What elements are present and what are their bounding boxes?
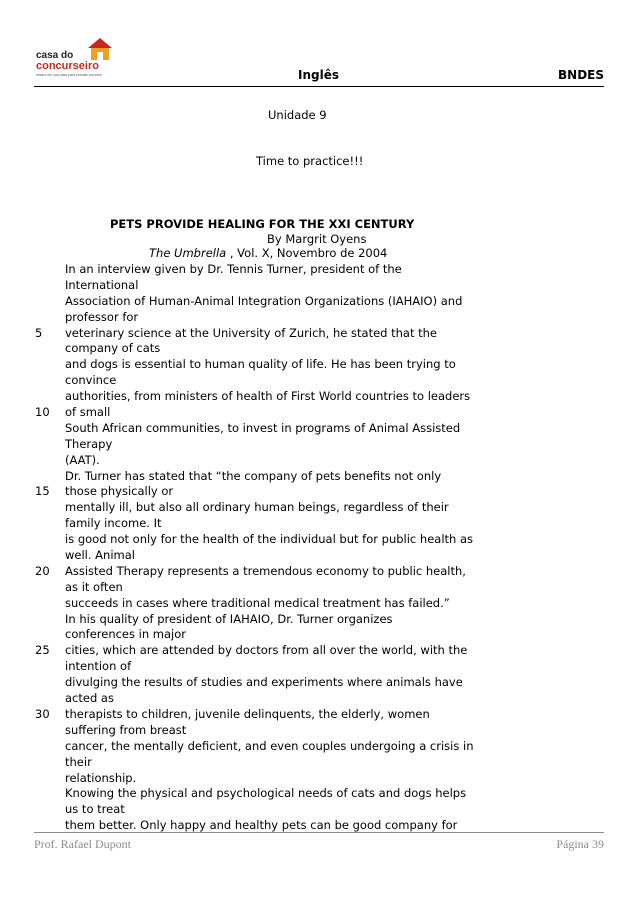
article-line-text: Knowing the physical and psychological needs of cats and dogs helps [65, 786, 467, 801]
article-line [65, 469, 475, 485]
article-line-text: acted as [65, 691, 114, 706]
casa-do-concurseiro-logo [34, 36, 124, 80]
article-title: PETS PROVIDE HEALING FOR THE XXI CENTURY [110, 217, 415, 231]
article-line-text: is good not only for the health of the individual but for public health as [65, 532, 474, 547]
unit-title: Unidade 9 [268, 108, 327, 122]
line-number: 20 [35, 563, 50, 578]
logo-door-icon [97, 52, 103, 60]
article-line-text: their [65, 754, 92, 769]
article-line [65, 294, 475, 310]
article-line-text: intention of [65, 659, 132, 674]
line-number: 25 [35, 643, 50, 658]
article-line-text: Assisted Therapy represents a tremendous economy to public health, [65, 563, 466, 578]
article-line [65, 389, 475, 405]
article-line-text: suffering from breast [65, 722, 187, 737]
article-line [65, 532, 475, 548]
article-line [65, 627, 475, 643]
article-line [35, 706, 475, 723]
article-line [65, 802, 475, 818]
article-line [65, 310, 475, 326]
footer-author: Prof. Rafael Dupont [34, 837, 131, 851]
article-line-text: as it often [65, 579, 123, 594]
article-author: By Margrit Oyens [267, 232, 367, 246]
article-line-text: relationship. [65, 770, 137, 785]
article-line [35, 325, 475, 342]
footer-divider [34, 832, 604, 833]
article-line [65, 755, 475, 771]
article-line-text: cancer, the mentally deficient, and even couples undergoing a crisis in [65, 738, 474, 753]
article-line-text: Therapy [65, 436, 113, 451]
article-line-text: succeeds in cases where traditional medical treatment has failed.” [65, 595, 450, 610]
article-line-text: company of cats [65, 341, 161, 356]
footer-page-number: Página 39 [556, 837, 604, 851]
logo-line2: concurseiro [36, 60, 99, 72]
article-body [35, 262, 475, 834]
article-line-text: divulging the results of studies and experiments where animals have [65, 675, 463, 690]
article-line [65, 548, 475, 564]
article-line [65, 341, 475, 357]
article-line-text: In an interview given by Dr. Tennis Turner, president of the [65, 262, 402, 276]
article-line [35, 405, 475, 421]
article-source-publication: The Umbrella [149, 246, 227, 260]
article-line [65, 739, 475, 755]
line-number: 10 [35, 405, 50, 420]
article-line [65, 786, 475, 802]
logo-tagline: ensino em sua casa para estudar conosco [36, 73, 102, 77]
article-line [65, 596, 475, 612]
practice-heading: Time to practice!!! [256, 154, 364, 168]
article-line [65, 453, 475, 469]
article-line-text: veterinary science at the University of Zurich, he stated that the [65, 325, 437, 340]
article-line [35, 643, 475, 659]
article-line-text: of small [65, 405, 111, 420]
article-line-text: authorities, from ministers of health of First World countries to leaders [65, 389, 471, 404]
article-line-text: mentally ill, but also all ordinary human beings, regardless of their [65, 500, 449, 515]
logo-roof-icon [88, 38, 112, 48]
header-subject: Inglês [298, 68, 339, 82]
article-line [65, 516, 475, 532]
article-line [35, 563, 475, 580]
article-line [65, 278, 475, 294]
article-line [65, 691, 475, 707]
article-line [65, 262, 475, 278]
line-number: 30 [35, 706, 50, 721]
article-line [65, 723, 475, 739]
article-line-text: professor for [65, 309, 139, 324]
article-line-text: therapists to children, juvenile delinquents, the elderly, women [65, 706, 430, 721]
article-line-text: well. Animal [65, 548, 135, 563]
article-line-text: convince [65, 373, 117, 388]
article-line-text: them better. Only happy and healthy pets can be good company for [65, 818, 458, 833]
line-number: 5 [35, 325, 43, 340]
article-source-details: , Vol. X, Novembro de 2004 [226, 246, 388, 260]
article-line [65, 771, 475, 787]
article-line-text: In his quality of president of IAHAIO, Dr. Turner organizes [65, 611, 393, 626]
article-line-text: those physically or [65, 484, 174, 499]
article-line-text: family income. It [65, 516, 162, 531]
article-line-text: and dogs is essential to human quality of life. He has been trying to [65, 357, 456, 372]
article-line-text: Dr. Turner has stated that “the company of pets benefits not only [65, 468, 442, 483]
article-line-text: us to treat [65, 802, 125, 817]
article-line [65, 500, 475, 516]
article-line [65, 437, 475, 453]
article-line [65, 580, 475, 596]
line-number: 15 [35, 484, 50, 499]
article-line-text: conferences in major [65, 627, 187, 642]
article-source [149, 246, 387, 260]
article-line [65, 612, 475, 628]
article-line [65, 373, 475, 389]
article-line [35, 484, 475, 500]
article-line-text: (AAT). [65, 452, 100, 467]
logo-line1: casa do [36, 50, 74, 61]
article-line-text: International [65, 277, 139, 292]
header-course: BNDES [558, 68, 604, 82]
article-line [65, 659, 475, 675]
article-line-text: South African communities, to invest in programs of Animal Assisted [65, 420, 461, 435]
article-line [65, 675, 475, 691]
article-line [65, 357, 475, 373]
header-divider [34, 86, 604, 87]
article-line-text: Association of Human-Animal Integration Organizations (IAHAIO) and [65, 293, 463, 308]
article-line [65, 421, 475, 437]
article-line-text: cities, which are attended by doctors from all over the world, with the [65, 643, 468, 658]
